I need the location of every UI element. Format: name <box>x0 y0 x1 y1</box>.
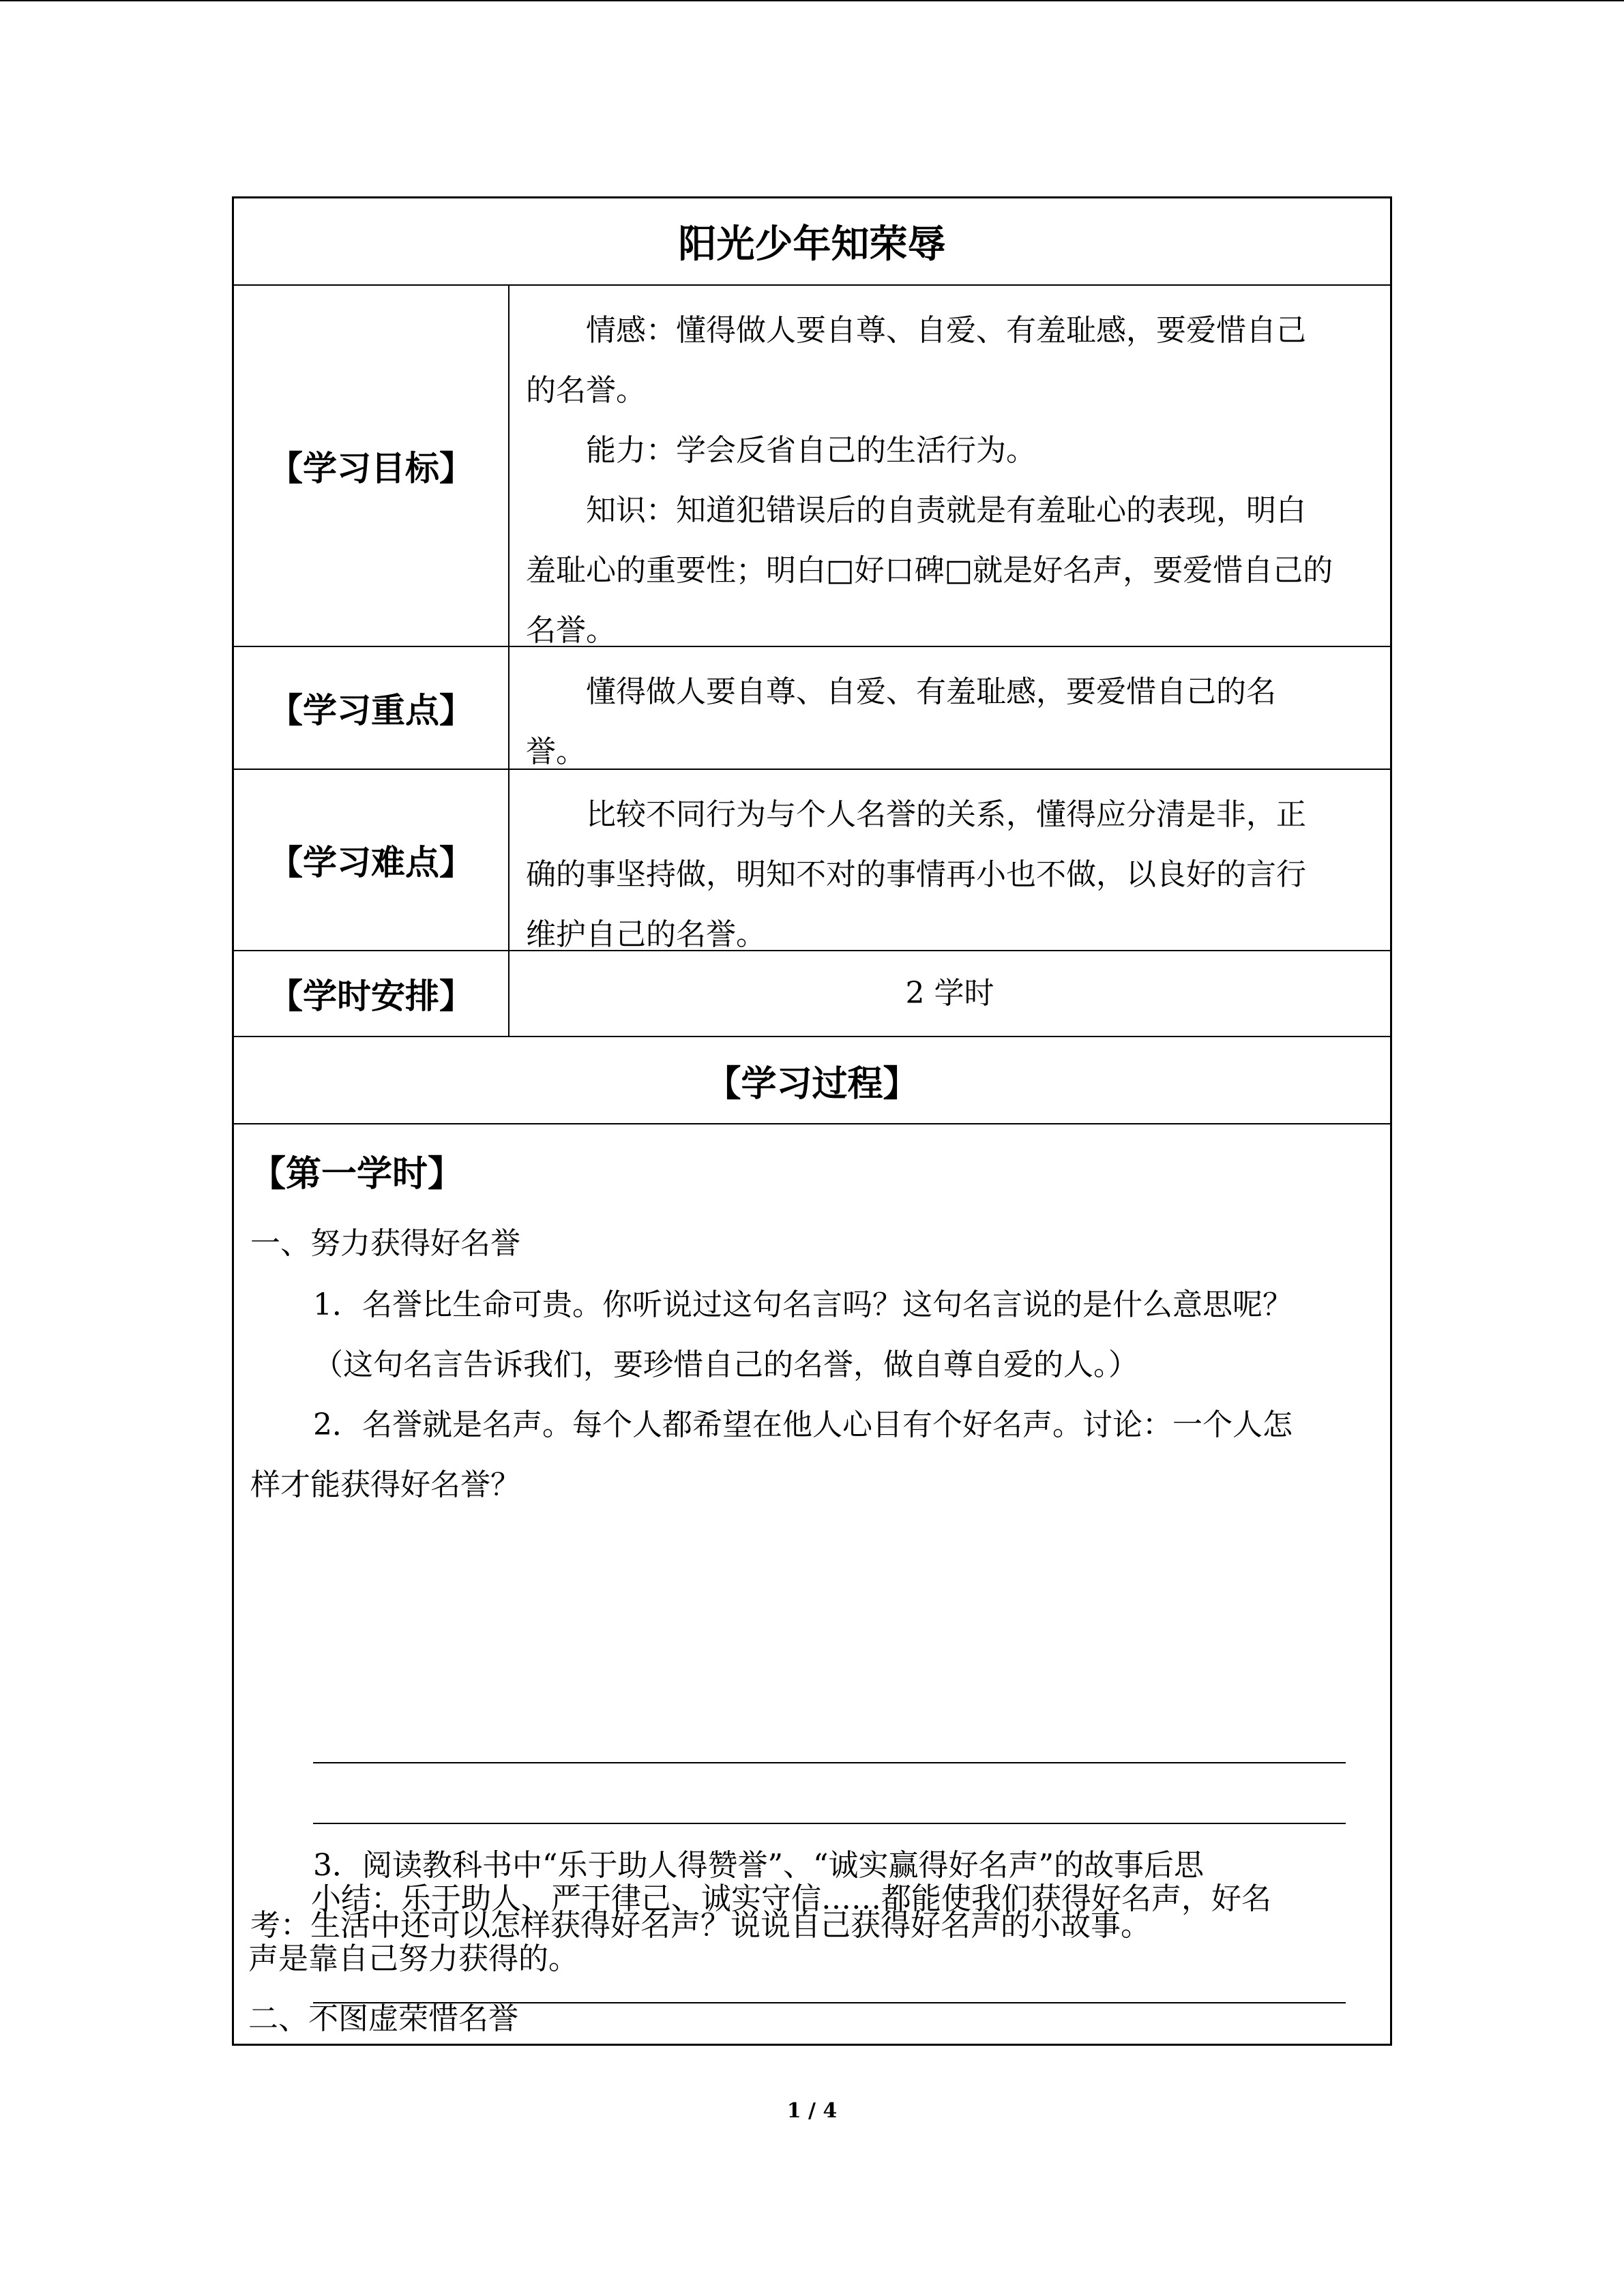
question-2-line-2: 样才能获得好名誉？ <box>250 1467 520 1502</box>
schedule-value: 2 学时 <box>905 976 994 1011</box>
learning-goals-row <box>234 286 1390 647</box>
difficulty-line: 维护自己的名誉。 <box>526 917 766 952</box>
section-heading-1: 一、努力获得好名誉 <box>250 1226 520 1261</box>
summary-line-2: 声是靠自己努力获得的。 <box>248 1941 578 1976</box>
goal-line: 羞耻心的重要性；明白□好口碑□就是好名声，要爱惜自己的 <box>526 553 1333 588</box>
learning-goals-label: 【学习目标】 <box>234 286 510 646</box>
key-points-content <box>510 647 1390 769</box>
learning-goals-content <box>510 286 1390 646</box>
section-heading-2: 二、不图虚荣惜名誉 <box>248 2001 518 2036</box>
question-3-line-1: 3．阅读教科书中“乐于助人得赞誉”、“诚实赢得好名声”的故事后思 <box>313 1848 1204 1883</box>
goal-line: 的名誉。 <box>526 373 646 408</box>
page-number: 1 / 4 <box>786 2099 838 2123</box>
key-point-line: 誉。 <box>526 734 586 769</box>
difficulties-row <box>234 770 1390 951</box>
schedule-row <box>234 951 1390 1037</box>
difficulty-line: 比较不同行为与个人名誉的关系，懂得应分清是非，正 <box>586 797 1306 832</box>
goal-line: 知识：知道犯错误后的自责就是有羞耻心的表现，明白 <box>586 493 1306 528</box>
lesson-plan-table <box>232 196 1392 2046</box>
difficulties-label: 【学习难点】 <box>234 770 510 950</box>
difficulties-content <box>510 770 1390 950</box>
goal-line: 名誉。 <box>526 613 616 648</box>
goal-line: 能力：学会反省自己的生活行为。 <box>586 433 1036 468</box>
answer-1: （这句名言告诉我们，要珍惜自己的名誉，做自尊自爱的人。） <box>313 1347 1138 1382</box>
session-title: 【第一学时】 <box>250 1154 464 1195</box>
key-point-line: 懂得做人要自尊、自爱、有羞耻感，要爱惜自己的名 <box>586 674 1276 709</box>
key-points-row <box>234 647 1390 770</box>
question-3-line-2: 考：生活中还可以怎样获得好名声？说说自己获得好名声的小故事。 <box>250 1908 1151 1943</box>
top-border-line <box>0 0 1624 1</box>
summary-line-1: 小结：乐于助人、严于律己、诚实守信……都能使我们获得好名声，好名 <box>311 1881 1271 1916</box>
answer-blank-line <box>313 1762 1346 1763</box>
schedule-label: 【学时安排】 <box>234 951 510 1036</box>
process-heading: 【学习过程】 <box>234 1037 1390 1124</box>
key-points-label: 【学习重点】 <box>234 647 510 769</box>
question-2-line-1: 2．名誉就是名声。每个人都希望在他人心目有个好名声。讨论：一个人怎 <box>313 1407 1293 1442</box>
question-1: 1．名誉比生命可贵。你听说过这句名言吗？这句名言说的是什么意思呢？ <box>313 1287 1293 1322</box>
page-title: 阳光少年知荣辱 <box>678 222 946 267</box>
answer-blank-line <box>313 1823 1346 1824</box>
title-row <box>234 198 1390 286</box>
difficulty-line: 确的事坚持做，明知不对的事情再小也不做，以良好的言行 <box>526 857 1306 892</box>
goal-line: 情感：懂得做人要自尊、自爱、有羞耻感，要爱惜自己 <box>586 313 1306 348</box>
